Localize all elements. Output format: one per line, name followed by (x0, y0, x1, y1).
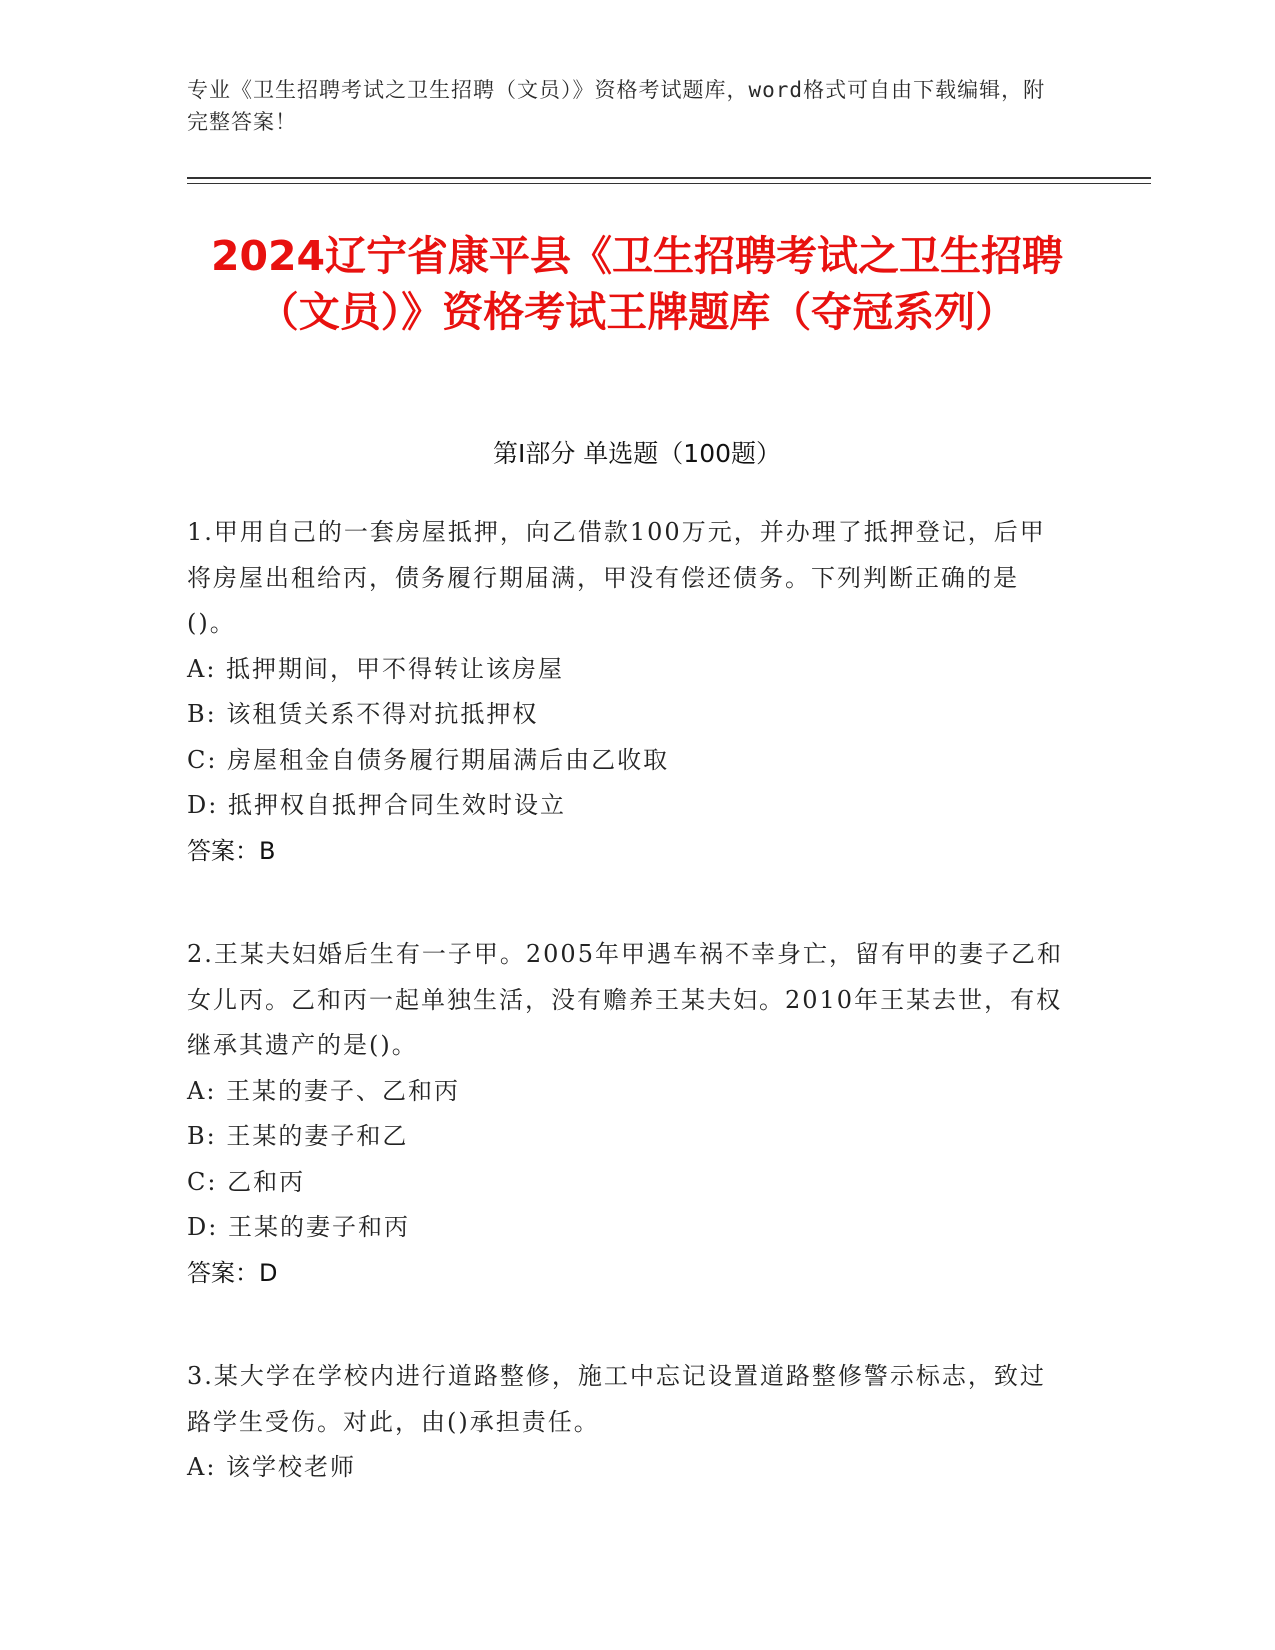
option-a: A: 该学校老师 (187, 1453, 357, 1481)
option-a: A: 王某的妻子、乙和丙 (187, 1076, 461, 1105)
question-stem: 1.甲用自己的一套房屋抵押，向乙借款100万元，并办理了抵押登记，后甲将房屋出租给丙，债务履行期届满，甲没有偿还债务。下列判断正确的是()。 (187, 518, 1046, 637)
answer-line: 答案：B (187, 836, 276, 865)
section-heading: 第I部分 单选题（100题） (492, 439, 782, 468)
option-a: A: 抵押期间，甲不得转让该房屋 (187, 654, 565, 683)
option-b: B: 王某的妻子和乙 (187, 1122, 409, 1150)
document-title: 2024辽宁省康平县《卫生招聘考试之卫生招聘（文员）》资格考试王牌题库（夺冠系列） (210, 232, 1064, 336)
option-c: C: 乙和丙 (187, 1167, 306, 1196)
question-3 (187, 1354, 1067, 1491)
option-c: C: 房屋租金自债务履行期届满后由乙收取 (187, 745, 670, 774)
header-rule-thin (187, 183, 1151, 184)
option-d: D: 王某的妻子和丙 (187, 1213, 410, 1241)
option-b: B: 该租赁关系不得对抗抵押权 (187, 700, 539, 728)
question-1 (187, 510, 1067, 874)
option-d: D: 抵押权自抵押合同生效时设立 (187, 791, 566, 819)
question-stem: 2.王某夫妇婚后生有一子甲。2005年甲遇车祸不幸身亡，留有甲的妻子乙和女儿丙。乙和丙一起单独生活，没有赡养王某夫妇。2010年王某去世，有权继承其遗产的是()。 (187, 940, 1063, 1059)
question-2 (187, 932, 1067, 1296)
header-note: 专业《卫生招聘考试之卫生招聘（文员）》资格考试题库，word格式可自由下载编辑，附完整答案！ (187, 78, 1046, 134)
question-stem: 3.某大学在学校内进行道路整修，施工中忘记设置道路整修警示标志，致过路学生受伤。对此，由()承担责任。 (187, 1362, 1046, 1436)
header-rule-thick (187, 177, 1151, 179)
answer-line: 答案：D (187, 1258, 278, 1287)
